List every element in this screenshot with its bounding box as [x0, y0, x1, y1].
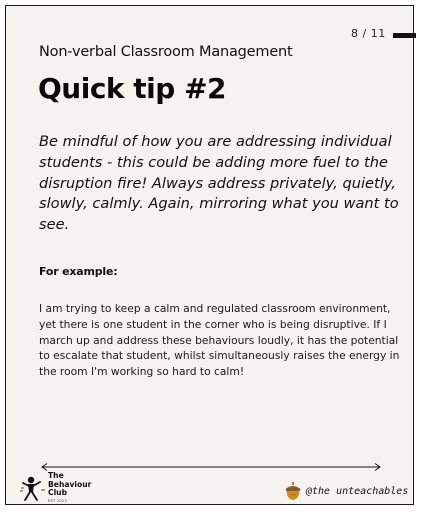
handle-text: @the unteachables: [306, 485, 409, 497]
slide-title: Quick tip #2: [38, 72, 227, 105]
running-figure-icon: [18, 475, 48, 503]
behaviour-club-logo: [18, 471, 108, 505]
acorn-icon: [283, 481, 303, 501]
page-number: 8 / 11: [351, 27, 386, 40]
example-paragraph: I am trying to keep a calm and regulated classroom environment, yet there is one student in the corner who is being disruptive. If I march up and address these behaviours loudly, it has the potential to escalate that student, whilst simultaneously raises the energy in the room I'm working so hard to calm!: [39, 302, 400, 379]
social-handle: [283, 480, 408, 502]
example-label: For example:: [39, 265, 118, 278]
logo-established: EST 2023: [48, 499, 67, 503]
slide-subtitle: Non-verbal Classroom Management: [39, 44, 293, 60]
logo-wordmark: The Behaviour Club: [48, 471, 92, 498]
page-indicator-bar: [393, 33, 416, 38]
lead-paragraph: Be mindful of how you are addressing individual students - this could be adding more fuel to the disruption fire! Always address privately, quietly, slowly, calmly. Again, mirroring what you want to see.: [39, 133, 399, 234]
